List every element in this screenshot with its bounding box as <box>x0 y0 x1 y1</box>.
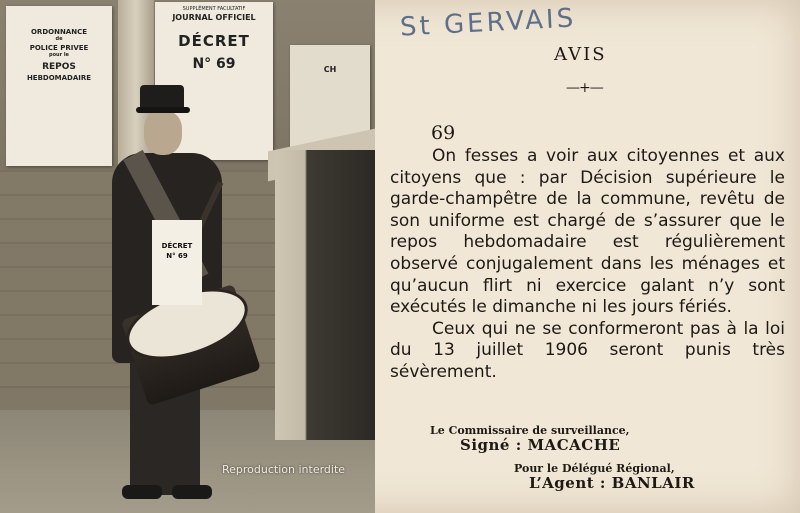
held-decree-number: N° 69 <box>166 252 188 260</box>
poster-text: ORDONNANCE <box>30 28 87 36</box>
poster-text: N° 69 <box>192 56 236 72</box>
photograph <box>0 0 375 513</box>
face <box>144 111 182 155</box>
kepi-brim <box>136 107 190 113</box>
notice-body <box>390 146 785 384</box>
signature-title: Pour le Délégué Régional, <box>514 462 675 475</box>
signature-name: L’Agent : BANLAIR <box>529 474 695 492</box>
signature-name: Signé : MACACHE <box>460 436 621 454</box>
poster-text: pour le <box>49 52 69 58</box>
poster-text: POLICE PRIVEE <box>29 44 89 52</box>
notice-panel <box>380 0 800 513</box>
poster-text: DÉCRET <box>178 32 250 50</box>
signature-title: Le Commissaire de surveillance, <box>430 424 630 437</box>
poster-text: JOURNAL OFFICIEL <box>172 13 256 22</box>
doorway <box>275 150 375 440</box>
shoe <box>172 485 212 499</box>
held-decree <box>152 220 202 305</box>
poster-text: HEBDOMADAIRE <box>26 74 92 82</box>
garde-champetre-figure <box>92 85 262 505</box>
notice-paragraph: Ceux qui ne se conformeront pas à la loi du 13 juillet 1906 seront punis très sévèrement. <box>390 318 785 382</box>
poster-text: SUPPLÉMENT FACULTATIF <box>182 6 246 12</box>
notice-number: 69 <box>431 122 456 144</box>
ornament-divider: —+— <box>566 80 603 96</box>
poster-text: de <box>55 36 63 42</box>
handwritten-place-name: St GERVAIS <box>399 3 577 43</box>
poster-text: REPOS <box>42 62 76 72</box>
poster-text: CH <box>323 65 337 74</box>
shoe <box>122 485 162 499</box>
notice-paragraph: On fesses a voir aux citoyennes et aux citoyens que : par Décision supérieure le garde-champêtre de la commune, revêtu de son uniforme est chargé de s’assurer que le repos hebdomadaire est régulièrement observé conjugalement dans les ménages et qu’aucun flirt ni exercice galant n’y sont exécutés le dimanche ni les jours fériés. <box>390 146 785 318</box>
held-decree-title: DÉCRET <box>161 242 193 250</box>
reproduction-caption: Reproduction interdite <box>222 463 346 476</box>
notice-heading: AVIS <box>554 44 607 65</box>
